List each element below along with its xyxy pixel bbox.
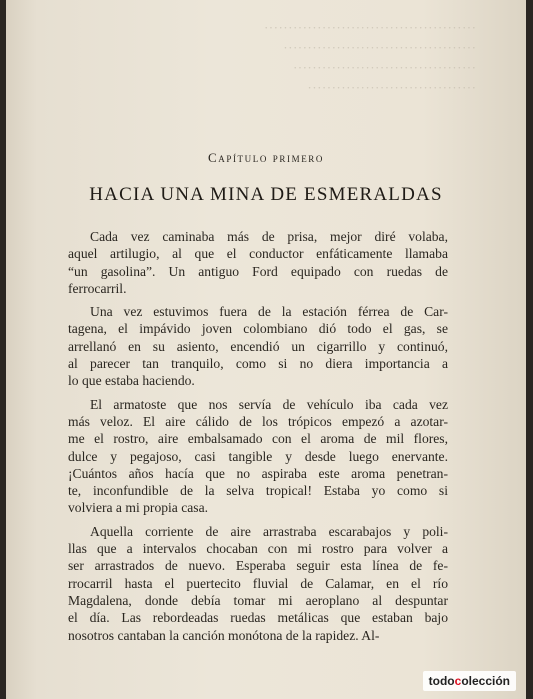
chapter-title: HACIA UNA MINA DE ESMERALDAS xyxy=(89,184,443,205)
text-line: arrellanó en su asiento, encendió un cigarrillo y continuó, xyxy=(68,338,448,354)
paragraph xyxy=(68,303,448,389)
paragraph xyxy=(68,228,448,297)
text-line: “un gasolina”. Un antiguo Ford equipado con ruedas de xyxy=(68,263,448,279)
text-line: dulce y pegajoso, casi tangible y desde luego enervante. xyxy=(68,448,448,464)
book-page xyxy=(6,0,526,699)
text-line: aquel artilugio, al que el conductor enfáticamente llamaba xyxy=(68,246,448,262)
text-line: nosotros cantaban la canción monótona de la rapidez. Al- xyxy=(68,627,380,643)
text-line: volviera a mi propia casa. xyxy=(68,500,209,516)
todocoleccion-watermark: todocolección xyxy=(423,671,516,691)
text-line: ferrocarril. xyxy=(68,280,127,296)
text-line: lo que estaba haciendo. xyxy=(68,373,195,389)
paragraph xyxy=(68,396,448,517)
text-line: ¡Cuántos años hacía que no aspiraba este aroma penetran- xyxy=(68,465,448,481)
text-line: ser arrastrados de nuevo. Esperaba seguir esta línea de fe- xyxy=(68,558,448,574)
text-line: tagena, el impávido joven colombiano dió todo el gas, se xyxy=(68,321,448,337)
chapter-label: Capítulo primero xyxy=(207,150,325,165)
text-line: rrocarril hasta el puertecito fluvial de Calamar, en el río xyxy=(68,575,448,591)
text-line: te, inconfundible de la selva tropical! Estaba yo como si xyxy=(68,483,448,499)
text-line: Magdalena, donde debía tomar mi aeroplano al despuntar xyxy=(68,592,448,608)
body-text xyxy=(68,228,448,650)
paragraph xyxy=(68,523,448,644)
text-line: El armatoste que nos servía de vehículo iba cada vez xyxy=(90,396,448,412)
text-line: Aquella corriente de aire arrastraba escarabajos y poli- xyxy=(90,523,448,539)
text-line: al parecer tan tranquilo, como si no diera importancia a xyxy=(68,356,448,372)
text-line: más veloz. El aire cálido de los trópicos empezó a azotar- xyxy=(68,413,448,429)
text-line: Una vez estuvimos fuera de la estación férrea de Car- xyxy=(90,304,448,320)
text-line: el día. Las rebordeadas ruedas metálicas que estaban bajo xyxy=(68,610,448,626)
bleed-through-text: ············································ ········································ ······································ ··································· xyxy=(263,20,476,95)
text-line: llas que a intervalos chocaban con mi rostro para volver a xyxy=(68,541,448,557)
text-line: Cada vez caminaba más de prisa, mejor diré volaba, xyxy=(90,229,448,244)
text-line: me el rostro, aire embalsamado con el aroma de mil flores, xyxy=(68,431,448,447)
